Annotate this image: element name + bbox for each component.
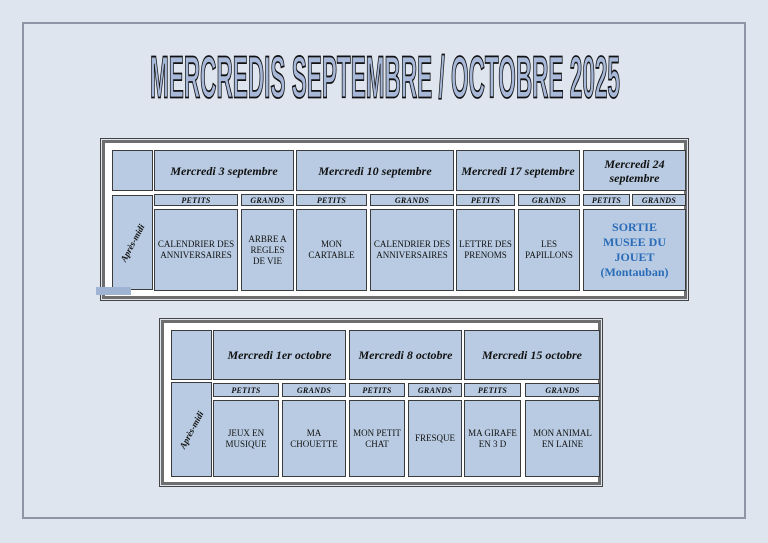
level-label: PETITS [296,194,367,206]
activity-cell: JEUX EN MUSIQUE [213,400,279,477]
level-label: PETITS [349,383,405,397]
level-label: PETITS [583,194,630,206]
special-outing-cell [583,209,686,291]
activity-cell: MON CARTABLE [296,209,367,291]
page-title [140,40,630,112]
period-cell [171,382,212,477]
day-header: Mercredi 24 septembre [583,150,686,191]
level-label: GRANDS [408,383,462,397]
day-header: Mercredi 3 septembre [154,150,294,191]
activity-cell: CALENDRIER DES ANNIVERSAIRES [154,209,238,291]
corner-cell [171,330,212,380]
level-label: GRANDS [632,194,686,206]
level-label: PETITS [154,194,238,206]
day-header: Mercredi 1er octobre [213,330,346,380]
level-label: GRANDS [241,194,294,206]
level-label: GRANDS [518,194,580,206]
activity-cell: MON ANIMAL EN LAINE [525,400,600,477]
activity-cell: LETTRE DES PRENOMS [456,209,515,291]
special-line: SORTIE [612,220,657,234]
day-header: Mercredi 17 septembre [456,150,580,191]
corner-cell [112,150,153,191]
level-label: GRANDS [370,194,454,206]
activity-cell: LES PAPILLONS [518,209,580,291]
special-line: MUSEE DU [602,235,666,249]
level-label: PETITS [213,383,279,397]
october-table [161,320,601,485]
activity-cell: CALENDRIER DES ANNIVERSAIRES [370,209,454,291]
special-line: JOUET [614,250,655,264]
level-label: PETITS [464,383,521,397]
activity-cell: MA CHOUETTE [282,400,346,477]
page-title-text: MERCREDIS SEPTEMBRE / OCTOBRE 2025 [150,43,620,111]
day-header: Mercredi 8 octobre [349,330,462,380]
september-table [102,140,687,299]
level-label: PETITS [456,194,515,206]
decorative-mark [96,287,131,295]
period-label: Après-midi [177,409,206,450]
period-label: Après-midi [118,222,147,263]
special-location: (Montauban) [600,265,669,279]
period-cell [112,195,153,290]
level-label: GRANDS [525,383,600,397]
day-header: Mercredi 15 octobre [464,330,600,380]
activity-cell: MON PETIT CHAT [349,400,405,477]
day-header: Mercredi 10 septembre [296,150,454,191]
level-label: GRANDS [282,383,346,397]
activity-cell: ARBRE A REGLES DE VIE [241,209,294,291]
activity-cell: FRESQUE [408,400,462,477]
activity-cell: MA GIRAFE EN 3 D [464,400,521,477]
